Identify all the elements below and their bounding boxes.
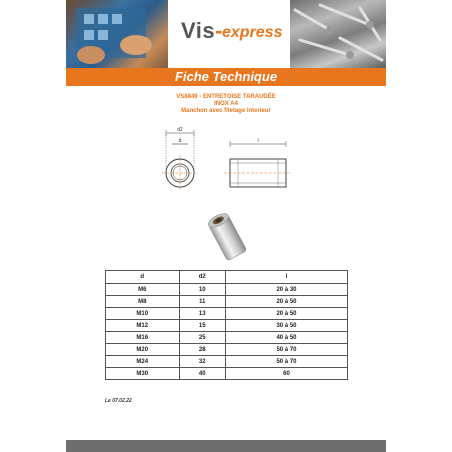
screws-photo-illustration: [290, 0, 386, 68]
column-header-l: l: [225, 271, 347, 284]
product-description: Manchon avec filetage interieur: [181, 108, 271, 114]
cell-d2: 11: [179, 296, 225, 308]
spec-table: [105, 270, 348, 380]
product-material: INOX A4: [214, 101, 238, 107]
document-date: Le 07.02.22: [105, 398, 132, 404]
table-row: [106, 368, 348, 380]
product-reference: VS8849 - ENTRETOISE TARAUDÉE: [176, 94, 276, 100]
column-header-d: d: [106, 271, 180, 284]
cell-d: M20: [106, 344, 180, 356]
table-row: [106, 284, 348, 296]
cell-d: M12: [106, 320, 180, 332]
dim-label-l: l: [257, 138, 259, 144]
logo-dash: -: [215, 18, 223, 43]
cell-d2: 32: [179, 356, 225, 368]
cell-l: 20 à 50: [225, 296, 347, 308]
cell-d2: 10: [179, 284, 225, 296]
cell-d2: 13: [179, 308, 225, 320]
cell-d: M8: [106, 296, 180, 308]
logo-express-text: express: [222, 24, 283, 41]
cell-d2: 28: [179, 344, 225, 356]
cell-d: M30: [106, 368, 180, 380]
table-header-row: [106, 271, 348, 284]
cell-l: 50 à 70: [225, 344, 347, 356]
cell-l: 40 à 50: [225, 332, 347, 344]
cell-l: 60: [225, 368, 347, 380]
dim-label-d2: d2: [177, 127, 183, 133]
cell-l: 50 à 70: [225, 356, 347, 368]
cell-l: 20 à 50: [225, 308, 347, 320]
header-photo-tools: [66, 0, 168, 68]
table-row: [106, 332, 348, 344]
product-image: [195, 205, 255, 265]
table-row: [106, 356, 348, 368]
side-view: [224, 138, 292, 187]
cell-d: M24: [106, 356, 180, 368]
cell-d2: 25: [179, 332, 225, 344]
cell-d2: 15: [179, 320, 225, 332]
cell-d: M16: [106, 332, 180, 344]
cell-d2: 40: [179, 368, 225, 380]
table-row: [106, 308, 348, 320]
cell-l: 20 à 30: [225, 284, 347, 296]
logo: [181, 18, 223, 44]
cell-l: 30 à 50: [225, 320, 347, 332]
technical-drawing: [150, 125, 300, 195]
dim-label-d: d: [178, 138, 182, 144]
banner-title: Fiche Technique: [174, 69, 278, 84]
cell-d: M6: [106, 284, 180, 296]
header-photo-screws: [290, 0, 386, 68]
table-row: [106, 344, 348, 356]
tools-photo-illustration: [66, 0, 168, 68]
footer-bar: [66, 440, 386, 452]
table-row: [106, 296, 348, 308]
column-header-d2: d2: [179, 271, 225, 284]
logo-vis-text: Vis: [181, 18, 216, 43]
front-view: [162, 127, 198, 191]
cell-d: M10: [106, 308, 180, 320]
table-row: [106, 320, 348, 332]
